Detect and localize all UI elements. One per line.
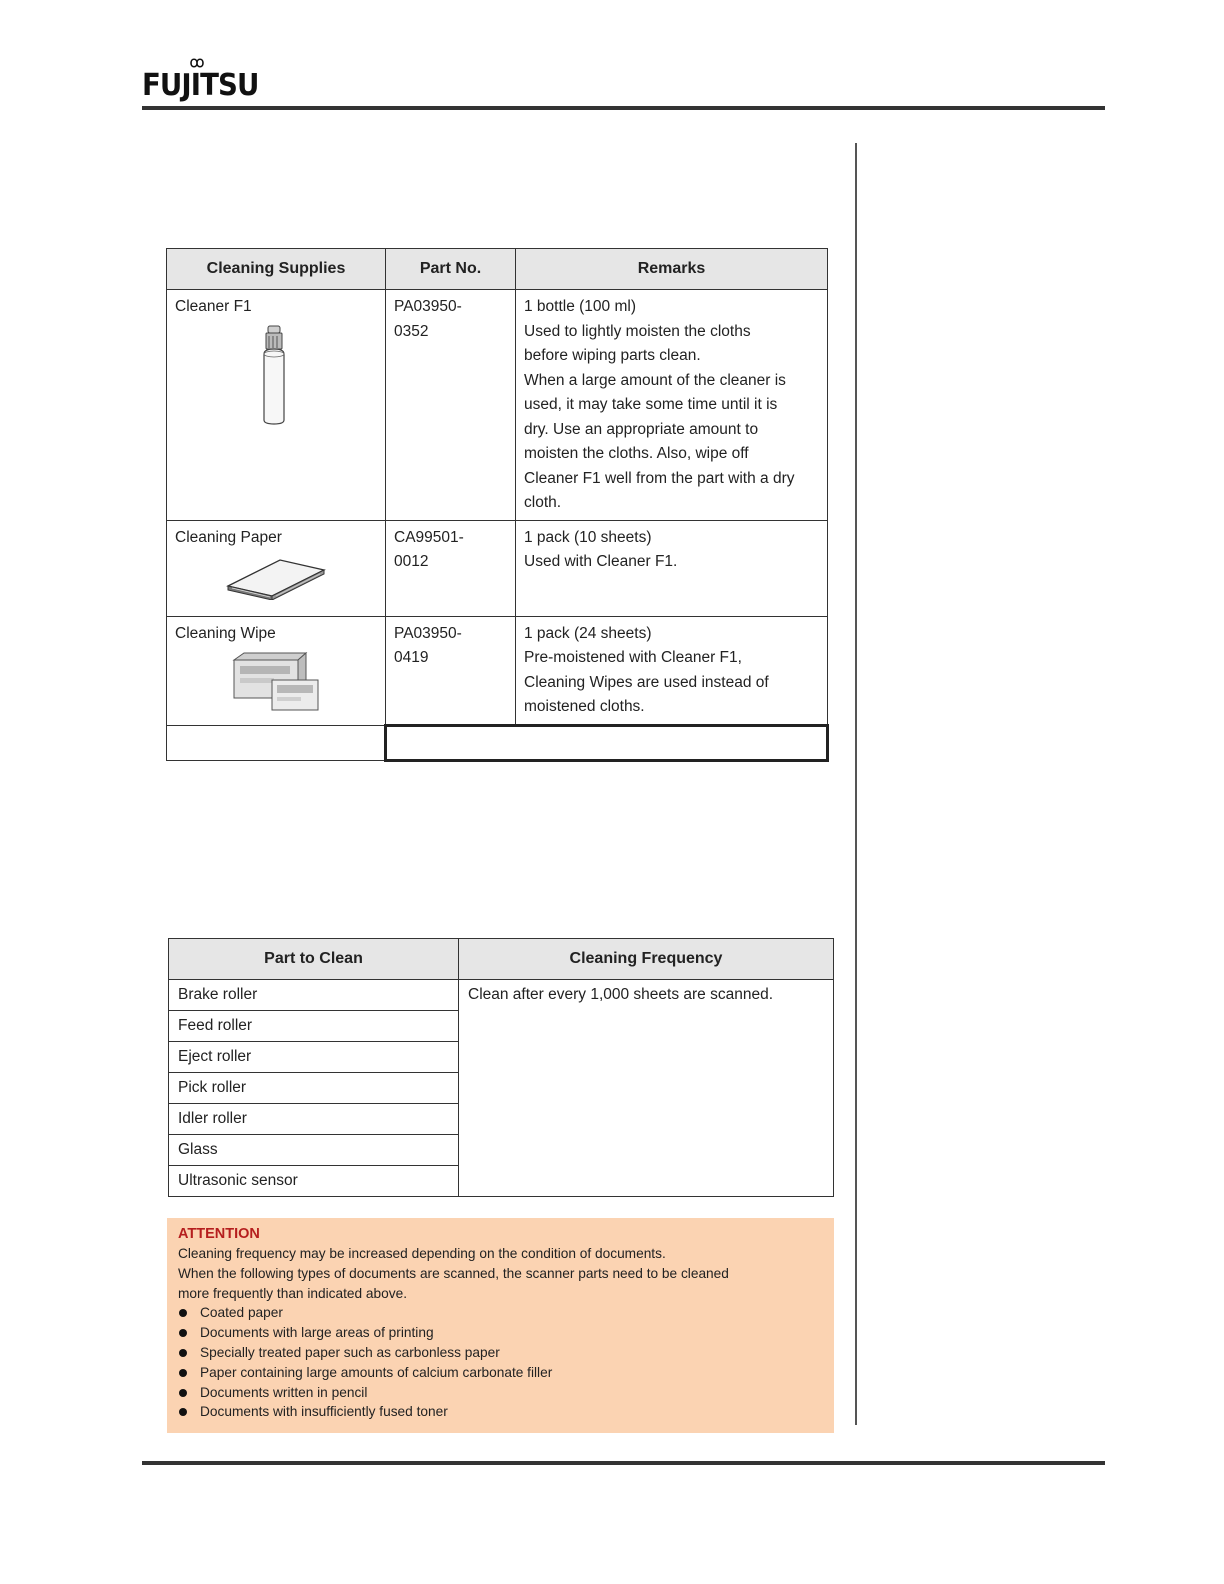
part-name: Eject roller [178, 1048, 252, 1065]
part-number-line: 0012 [394, 553, 429, 570]
remarks-line: Used with Cleaner F1. [524, 553, 678, 570]
table-row [167, 616, 828, 725]
cleaner-bottle-icon [256, 324, 296, 428]
remarks-line: 1 bottle (100 ml) [524, 298, 636, 315]
fujitsu-logo [142, 56, 259, 106]
part-name: Idler roller [178, 1110, 247, 1127]
list-item: Documents with large areas of printing [178, 1323, 823, 1343]
part-cell [169, 980, 459, 1011]
column-header: Remarks [516, 249, 828, 290]
part-number-line: 0419 [394, 649, 429, 666]
remarks-line: dry. Use an appropriate amount to [524, 420, 759, 438]
remarks-cell [516, 290, 828, 521]
remarks-line: used, it may take some time until it is [524, 396, 778, 413]
list-item: Specially treated paper such as carbonless paper [178, 1343, 823, 1363]
remarks-line: Used to lightly moisten the cloths [524, 322, 751, 340]
part-cell [169, 1135, 459, 1166]
frequency-cell [459, 980, 834, 1197]
list-item: Documents written in pencil [178, 1383, 823, 1403]
table-row [167, 290, 828, 521]
part-number-cell [386, 520, 516, 616]
margin-divider [855, 143, 857, 1425]
part-number-line: PA03950- [394, 298, 462, 315]
attention-bullet-list [178, 1303, 823, 1422]
part-number-cell [386, 290, 516, 521]
part-number-line: 0352 [394, 322, 429, 340]
part-name: Brake roller [178, 986, 258, 1003]
list-item: Documents with insufficiently fused toner [178, 1402, 823, 1422]
attention-line: When the following types of documents are scanned, the scanner parts need to be cleaned [178, 1265, 729, 1281]
column-header: Part No. [386, 249, 516, 290]
supply-name: Cleaner F1 [175, 298, 252, 315]
remarks-line: When a large amount of the cleaner is [524, 371, 786, 389]
remarks-line: before wiping parts clean. [524, 347, 701, 364]
supply-name: Cleaning Wipe [175, 624, 276, 642]
table-row [167, 520, 828, 616]
remarks-line: Pre-moistened with Cleaner F1, [524, 649, 742, 666]
frequency-text: Clean after every 1,000 sheets are scanned. [468, 986, 774, 1003]
remarks-line: 1 pack (24 sheets) [524, 624, 652, 642]
table-header-row [169, 939, 834, 980]
table-header-row [167, 249, 828, 290]
empty-cell [167, 725, 386, 760]
part-number-line: PA03950- [394, 624, 462, 642]
header-rule [142, 106, 1105, 110]
part-name: Feed roller [178, 1017, 253, 1034]
supply-name: Cleaning Paper [175, 528, 282, 546]
empty-merged-cell [386, 725, 828, 760]
supply-name-cell [167, 290, 386, 521]
remarks-line: Cleaner F1 well from the part with a dry [524, 469, 795, 487]
part-cell [169, 1073, 459, 1104]
brand-name: FUJITSU [142, 68, 259, 103]
attention-box [167, 1218, 834, 1433]
supply-name-cell [167, 520, 386, 616]
list-item: Paper containing large amounts of calcium carbonate filler [178, 1363, 823, 1383]
remarks-line: 1 pack (10 sheets) [524, 528, 652, 546]
column-header: Cleaning Frequency [459, 939, 834, 980]
list-item: Coated paper [178, 1303, 823, 1323]
part-name: Glass [178, 1141, 218, 1158]
remarks-line: moisten the cloths. Also, wipe off [524, 445, 749, 462]
footer-rule [142, 1461, 1105, 1465]
empty-table-row [167, 725, 828, 760]
attention-line: more frequently than indicated above. [178, 1285, 408, 1301]
attention-title: ATTENTION [178, 1226, 260, 1242]
attention-line: Cleaning frequency may be increased depending on the condition of documents. [178, 1246, 666, 1261]
remarks-cell [516, 616, 828, 725]
remarks-line: moistened cloths. [524, 698, 645, 715]
column-header: Part to Clean [169, 939, 459, 980]
column-header: Cleaning Supplies [167, 249, 386, 290]
part-number-line: CA99501- [394, 528, 464, 546]
cleaning-wipe-icon [230, 650, 322, 712]
part-name: Ultrasonic sensor [178, 1172, 298, 1189]
part-cell [169, 1011, 459, 1042]
part-name: Pick roller [178, 1079, 247, 1096]
part-cell [169, 1166, 459, 1197]
part-cell [169, 1104, 459, 1135]
remarks-line: Cleaning Wipes are used instead of [524, 673, 769, 691]
remarks-line: cloth. [524, 494, 562, 511]
cleaning-paper-icon [224, 554, 328, 600]
remarks-cell [516, 520, 828, 616]
cleaning-frequency-table [168, 938, 834, 1197]
part-number-cell [386, 616, 516, 725]
part-cell [169, 1042, 459, 1073]
table-row [169, 980, 834, 1011]
cleaning-supplies-table [166, 248, 829, 762]
supply-name-cell [167, 616, 386, 725]
